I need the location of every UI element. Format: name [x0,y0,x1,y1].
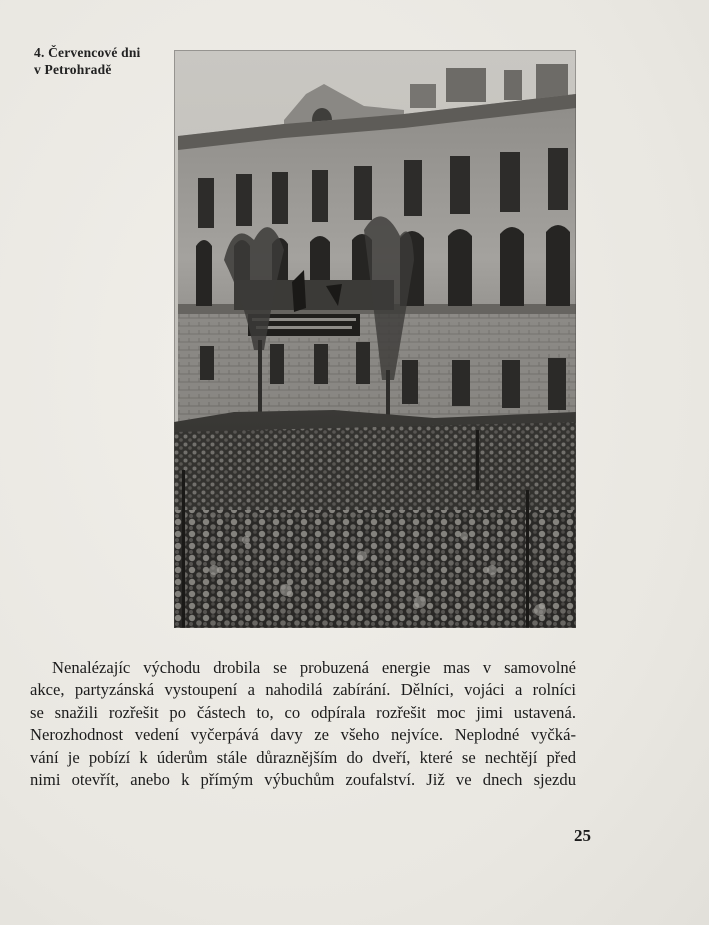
caption-line-2: v Petrohradě [34,62,112,77]
historical-photograph [174,50,576,628]
page-number: 25 [574,826,591,845]
body-line-2: akce, partyzánská vystoupení a nahodilá zabírání. Dělníci, vojáci a rolníci [30,680,576,700]
body-line-3: se snažili rozřešit po částech to, co odpírala rozřešit moc jimi ustavená. [30,702,576,722]
caption-line-1: 4. Červencové dni [34,45,141,60]
body-line-1: Nenalézajíc východu drobila se probuzená energie mas v samovolné [52,658,576,677]
photo-illustration [174,50,576,628]
body-line-5: vání je pobízí k úderům stále důraznějším do dveří, které se nechtějí před [30,747,576,767]
photo-caption [34,44,174,78]
body-paragraph [30,657,576,791]
body-line-4: Nerozhodnost vedení vyčerpává davy ze všeho nejvíce. Neplodné vyčká- [30,725,576,745]
body-line-6: nimi otevřít, anebo k přímým výbuchům zoufalství. Již ve dnech sjezdu [30,770,576,790]
